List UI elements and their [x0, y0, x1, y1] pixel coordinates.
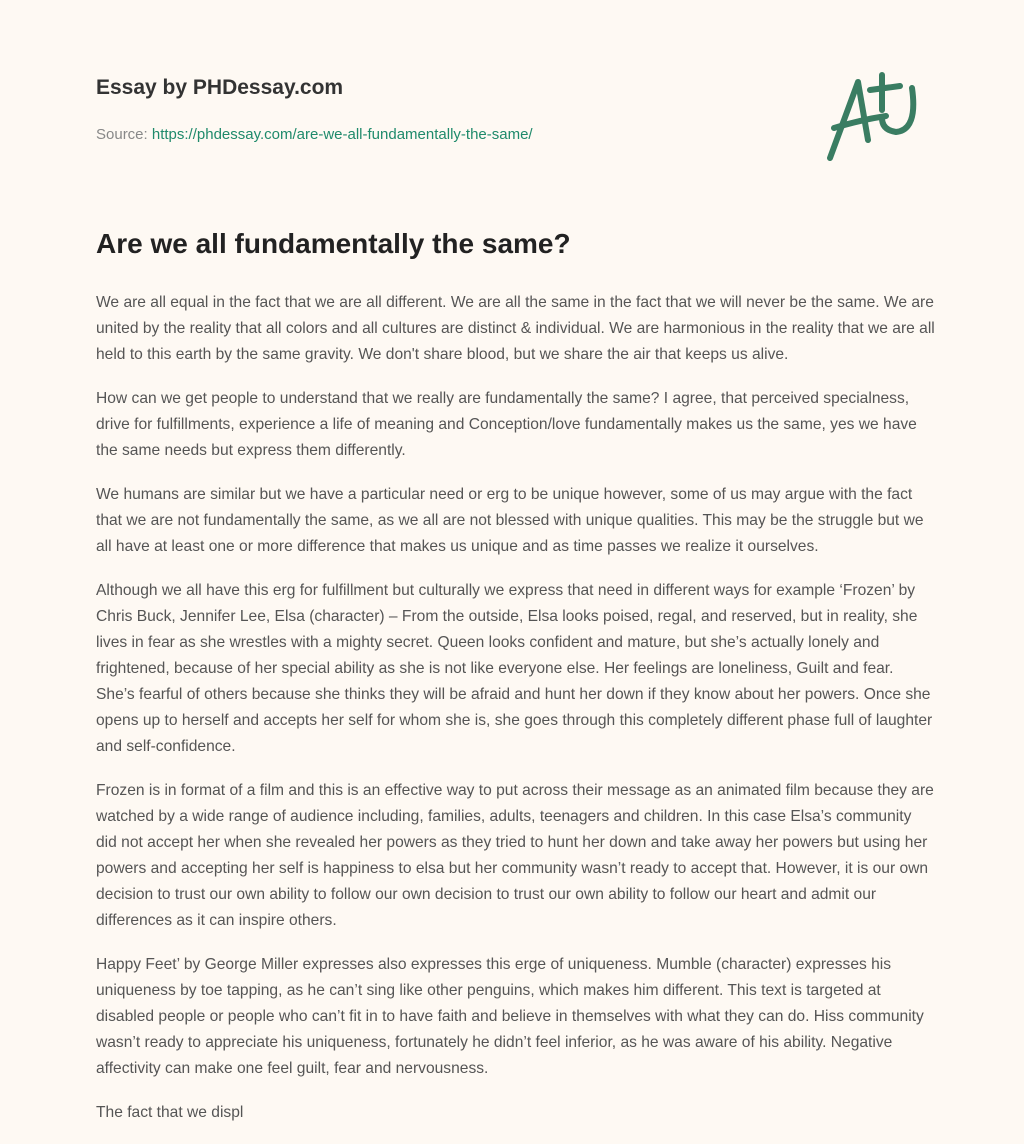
a-plus-logo-icon	[820, 70, 930, 165]
essay-title: Are we all fundamentally the same?	[96, 228, 571, 259]
essay-paragraph: Happy Feet’ by George Miller expresses also expresses this erge of uniqueness. Mumble (character) expresses his uniqueness by toe tapping, as he can’t sing like other penguins, which makes him different. This text is targeted at disabled people or people who can’t fit in to have faith and believe in themselves with what they can do. Hiss community wasn’t ready to appreciate his uniqueness, fortunately he didn’t feel inferior, as he was aware of his ability. Negative affectivity can make one feel guilt, fear and nervousness.	[96, 956, 924, 1077]
essay-paragraph-truncated: The fact that we displ	[96, 1104, 244, 1121]
brand-title: Essay by PHDessay.com	[96, 76, 344, 99]
essay-paragraph: We are all equal in the fact that we are all different. We are all the same in the fact that we will never be the same. We are united by the reality that all colors and all cultures are distinct & individual. We are harmonious in the reality that we are all held to this earth by the same gravity. We don't share blood, but we share the air that keeps us alive.	[96, 294, 935, 363]
essay-paragraph: We humans are similar but we have a particular need or erg to be unique however, some of us may argue with the fact that we are not fundamentally the same, as we all are not blessed with unique qualities. This may be the struggle but we all have at least one or more difference that makes us unique and as time passes we realize it ourselves.	[96, 486, 924, 555]
source-line	[96, 126, 533, 143]
essay-paragraph: How can we get people to understand that we really are fundamentally the same? I agree, that perceived specialness, drive for fulfillments, experience a life of meaning and Conception/love fundamentally makes us the same, yes we have the same needs but express them differently.	[96, 390, 917, 459]
essay-paragraph: Although we all have this erg for fulfillment but culturally we express that need in different ways for example ‘Frozen’ by Chris Buck, Jennifer Lee, Elsa (character) – From the outside, Elsa looks poised, regal, and reserved, but in reality, she lives in fear as she wrestles with a mighty secret. Queen looks confident and mature, but she’s actually lonely and frightened, because of her special ability as she is not like everyone else. Her feelings are loneliness, Guilt and fear. She’s fearful of others because she thinks they will be afraid and hunt her down if they know about her powers. Once she opens up to herself and accepts her self for whom she is, she goes through this completely different phase full of laughter and self-confidence.	[96, 582, 933, 755]
essay-header	[96, 76, 533, 143]
essay-paragraph: Frozen is in format of a film and this is an effective way to put across their message as an animated film because they are watched by a wide range of audience including, families, adults, teenagers and children. In this case Elsa’s community did not accept her when she revealed her powers as they tried to hunt her down and take away her powers but using her powers and accepting her self is happiness to elsa but her community wasn’t ready to accept that. However, it is our own decision to trust our own ability to follow our own decision to trust our own ability to follow our heart and admit our differences as it can inspire others.	[96, 782, 934, 929]
source-link[interactable]: https://phdessay.com/are-we-all-fundamentally-the-same/	[151, 126, 533, 143]
source-label: Source:	[96, 126, 148, 143]
essay-body	[96, 222, 936, 1144]
